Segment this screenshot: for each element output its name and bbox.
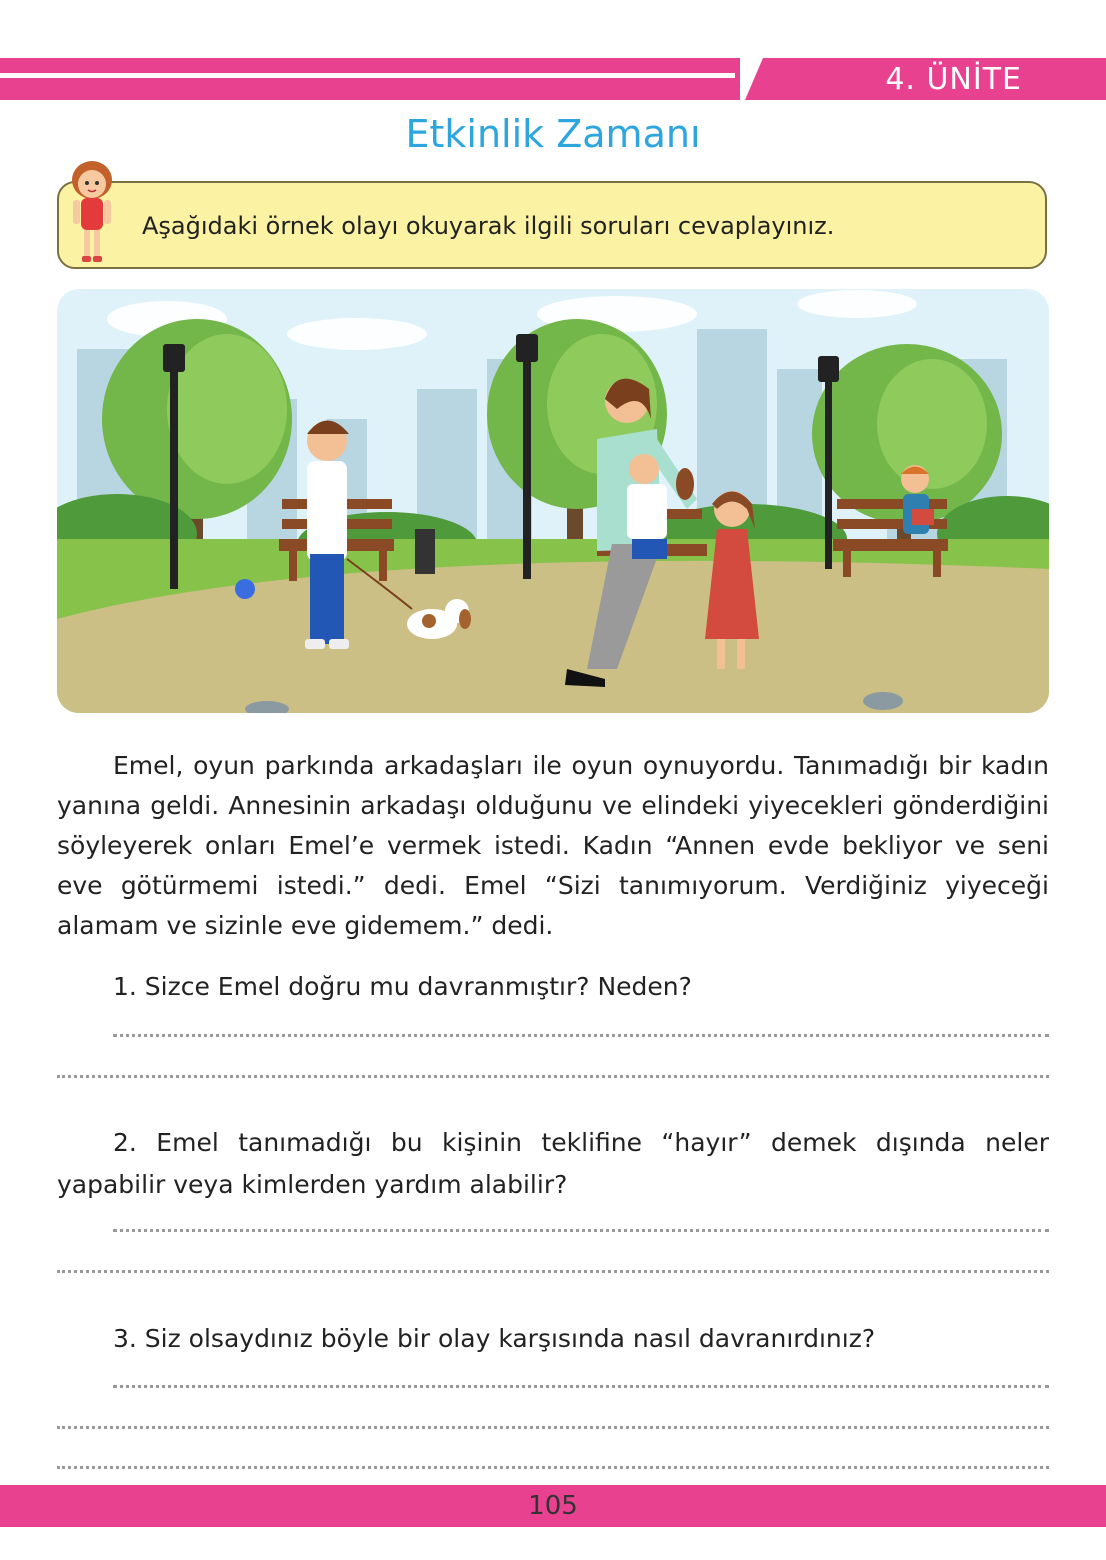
question-3: 3. Siz olsaydınız böyle bir olay karşısında nasıl davranırdınız? [113,1324,876,1353]
page-title: Etkinlik Zamanı [405,112,701,156]
header-stripe [0,73,735,78]
header-band [0,58,740,100]
flower [235,579,255,599]
question-2: 2. Emel tanımadığı bu kişinin teklifine “hayır” demek dışında neler yapabilir veya kimlerden yardım alabilir? [57,1128,1049,1199]
girl-mascot-icon [64,158,120,270]
trash-bin [415,529,435,574]
answer-line[interactable] [57,1270,1049,1273]
page-number: 105 [528,1491,578,1521]
answer-line[interactable] [113,1229,1049,1232]
story-paragraph [57,746,1049,946]
question-1: 1. Sizce Emel doğru mu davranmıştır? Neden? [113,972,692,1001]
park-illustration [57,289,1049,713]
answer-line[interactable] [113,1385,1049,1388]
answer-line[interactable] [57,1075,1049,1078]
answer-line[interactable] [57,1466,1049,1469]
answer-line[interactable] [113,1034,1049,1037]
instruction-text: Aşağıdaki örnek olayı okuyarak ilgili soruları cevaplayınız. [142,212,835,240]
story-text: Emel, oyun parkında arkadaşları ile oyun oynuyordu. Tanımadığı bir kadın yanına geldi. Annesinin arkadaşı olduğunu ve elindeki yiyecekleri gönderdiğini söyleyerek onları Emel’e vermek istedi. Kadın “Annen evde bekliyor ve seni eve götürmemi istedi.” dedi. Emel “Sizi tanımıyorum. Verdiğiniz yiyeceği alamam ve sizinle eve gidemem.” dedi. [57,751,1049,940]
answer-line[interactable] [57,1426,1049,1429]
unit-label: 4. ÜNİTE [885,62,1022,97]
